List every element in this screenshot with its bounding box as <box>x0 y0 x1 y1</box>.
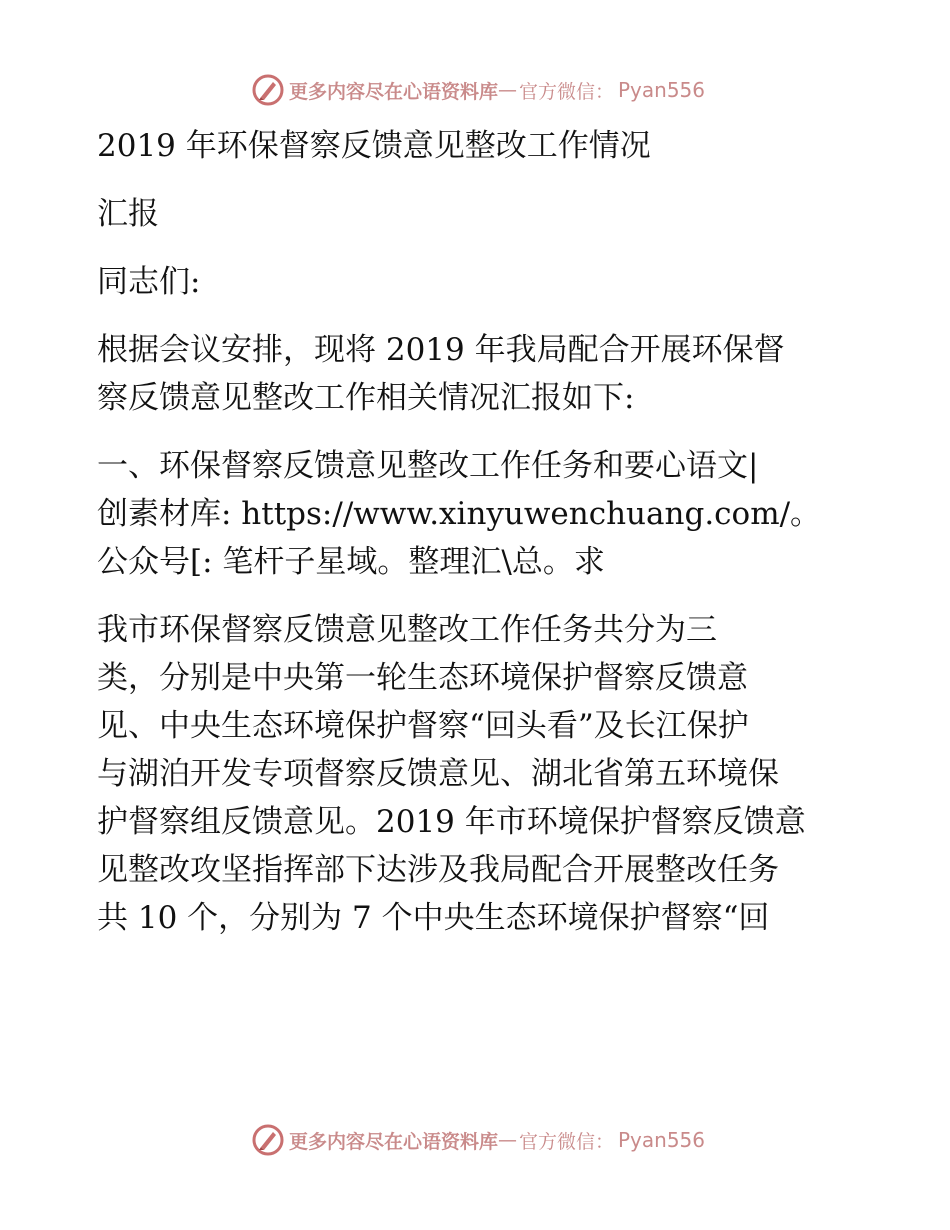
text-line: 共 10 个，分别为 7 个中央生态环境保护督察“回 <box>97 900 770 936</box>
document-subtitle <box>97 190 867 238</box>
banner-wechat-label: 官方微信： <box>518 80 614 103</box>
text-line: 公众号[: 笔杆子星域。整理汇\总。求 <box>97 544 605 580</box>
text-line: 创素材库: https://www.xinyuwenchuang.com/。 <box>97 496 822 532</box>
text-line: 与湖泊开发专项督察反馈意见、湖北省第五环境保 <box>97 756 779 792</box>
salutation <box>97 258 867 306</box>
text-line: 见整改攻坚指挥部下达涉及我局配合开展整改任务 <box>97 852 779 888</box>
document-body <box>97 122 867 942</box>
banner-separator: — <box>497 1129 517 1151</box>
banner-separator: — <box>497 79 517 101</box>
footer-watermark-banner <box>0 1120 950 1160</box>
body-paragraph <box>97 606 867 942</box>
intro-paragraph <box>97 326 867 422</box>
text-line: 护督察组反馈意见。2019 年市环境保护督察反馈意 <box>97 804 806 840</box>
banner-wechat-id: Pyan556 <box>618 1128 706 1152</box>
text-line: 我市环保督察反馈意见整改工作任务共分为三 <box>97 612 717 648</box>
text-line: 根据会议安排，现将 2019 年我局配合开展环保督 <box>97 332 785 368</box>
text-line: 察反馈意见整改工作相关情况汇报如下: <box>97 380 635 416</box>
pen-circle-icon <box>251 73 285 107</box>
banner-inner <box>251 1123 705 1157</box>
banner-text: 更多内容尽在心语资料库 <box>288 80 498 103</box>
pen-circle-icon <box>251 1123 285 1157</box>
document-title <box>97 122 867 170</box>
banner-text: 更多内容尽在心语资料库 <box>288 1130 498 1153</box>
banner-wechat-label: 官方微信： <box>518 1130 614 1153</box>
text-line: 同志们: <box>97 264 201 300</box>
banner-inner <box>251 73 705 107</box>
text-line: 见、中央生态环境保护督察“回头看”及长江保护 <box>97 708 749 744</box>
text-line: 2019 年环保督察反馈意见整改工作情况 <box>97 128 651 164</box>
header-watermark-banner <box>0 70 950 110</box>
text-line: 类，分别是中央第一轮生态环境保护督察反馈意 <box>97 660 748 696</box>
section-heading-paragraph <box>97 442 867 586</box>
text-line: 一、环保督察反馈意见整改工作任务和要心语文| <box>97 448 759 484</box>
banner-wechat-id: Pyan556 <box>618 78 706 102</box>
text-line: 汇报 <box>97 196 159 232</box>
